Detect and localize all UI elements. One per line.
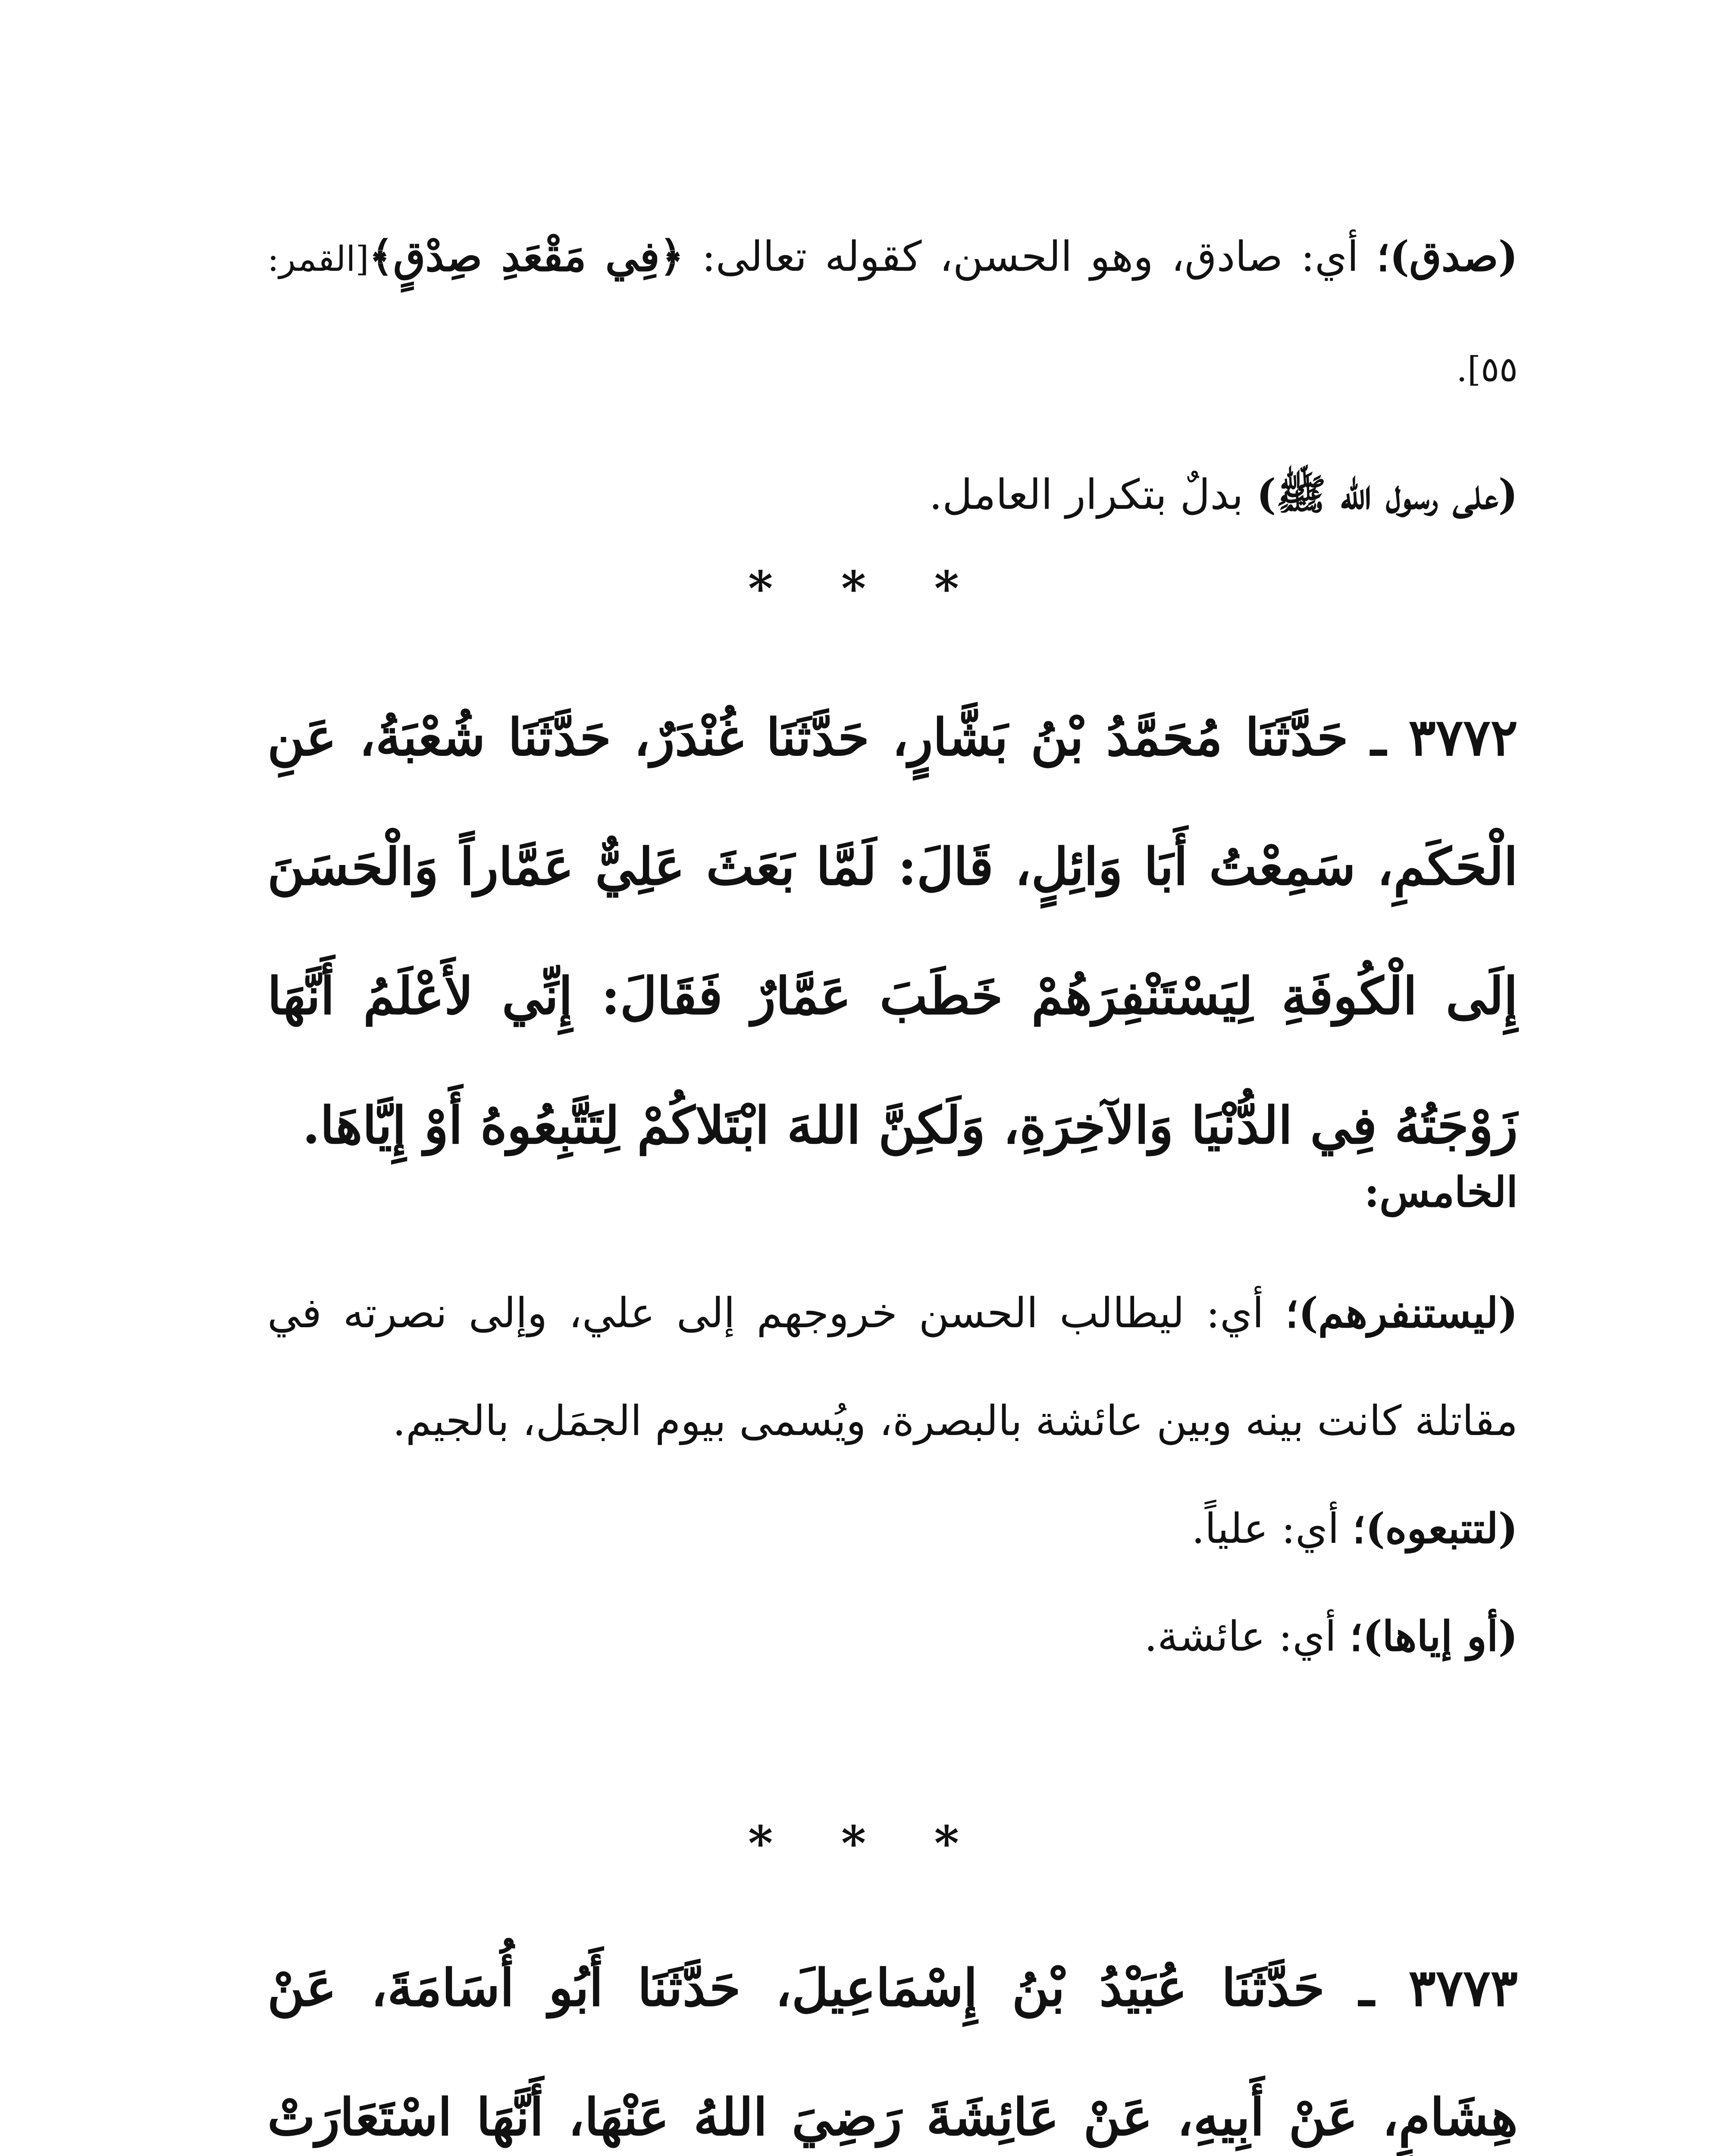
commentary-term: (صدق)؛ bbox=[1376, 232, 1518, 281]
section-separator: * * * bbox=[748, 561, 985, 616]
commentary-text: أي: ليطالب الحسن خروجهم إلى علي، وإلى نصرته في مقاتلة كانت بينه وبين عائشة بالبصرة، ويُسمى بيوم الجمَل، بالجيم. bbox=[267, 1289, 1518, 1445]
section-separator: * * * bbox=[748, 1815, 985, 1871]
commentary-block-1 bbox=[267, 203, 1518, 548]
commentary-term: (ليستنفرهم)؛ bbox=[1285, 1288, 1518, 1337]
commentary-paragraph bbox=[267, 1583, 1518, 1690]
quran-verse: ﴿فِي مَقْعَدِ صِدْقٍ﴾ bbox=[369, 232, 684, 281]
commentary-term: (أو إياها)؛ bbox=[1349, 1612, 1518, 1661]
commentary-term: (لتتبعوه)؛ bbox=[1352, 1504, 1518, 1553]
commentary-term: (على رسول الله ﷺ) bbox=[1257, 470, 1518, 519]
commentary-block-2 bbox=[267, 1138, 1518, 1690]
commentary-text: أي: صادق، وهو الحسن، كقوله تعالى: bbox=[683, 232, 1377, 281]
commentary-heading: الخامس: bbox=[1364, 1168, 1518, 1216]
commentary-paragraph bbox=[267, 203, 1518, 423]
hadith-3772 bbox=[267, 673, 1518, 1190]
commentary-text: أي: عائشة. bbox=[1144, 1612, 1350, 1661]
quran-reference: [القمر: ٥٥]. bbox=[267, 239, 1518, 389]
commentary-text: بدلٌ بتكرار العامل. bbox=[929, 470, 1257, 519]
hadith-text: ٣٧٧٢ ـ حَدَّثَنَا مُحَمَّدُ بْنُ بَشَّارٍ، حَدَّثَنَا غُنْدَرٌ، حَدَّثَنَا شُعْبَةُ، عَنِ الْحَكَمِ، سَمِعْتُ أَبَا وَائِلٍ، قَالَ: لَمَّا بَعَثَ عَلِيٌّ عَمَّاراً وَالْحَسَنَ إِلَى الْكُوفَةِ لِيَسْتَنْفِرَهُمْ خَطَبَ عَمَّارٌ فَقَالَ: إِنِّي لأَعْلَمُ أَنَّهَا زَوْجَتُهُ فِي الدُّنْيَا وَالآخِرَةِ، وَلَكِنَّ اللهَ ابْتَلاكُمْ لِتَتَّبِعُوهُ أَوْ إِيَّاهَا. bbox=[267, 707, 1518, 1155]
commentary-paragraph bbox=[267, 1259, 1518, 1475]
commentary-paragraph bbox=[267, 441, 1518, 548]
commentary-paragraph bbox=[267, 1475, 1518, 1583]
commentary-text: أي: علياً. bbox=[1191, 1504, 1353, 1553]
hadith-3773 bbox=[267, 1923, 1518, 2156]
hadith-text: ٣٧٧٣ ـ حَدَّثَنَا عُبَيْدُ بْنُ إِسْمَاعِيلَ، حَدَّثَنَا أَبُو أُسَامَةَ، عَنْ هِشَامٍ، عَنْ أَبِيهِ، عَنْ عَائِشَةَ رَضِيَ اللهُ عَنْهَا، أَنَّهَا اسْتَعَارَتْ bbox=[267, 1958, 1518, 2147]
